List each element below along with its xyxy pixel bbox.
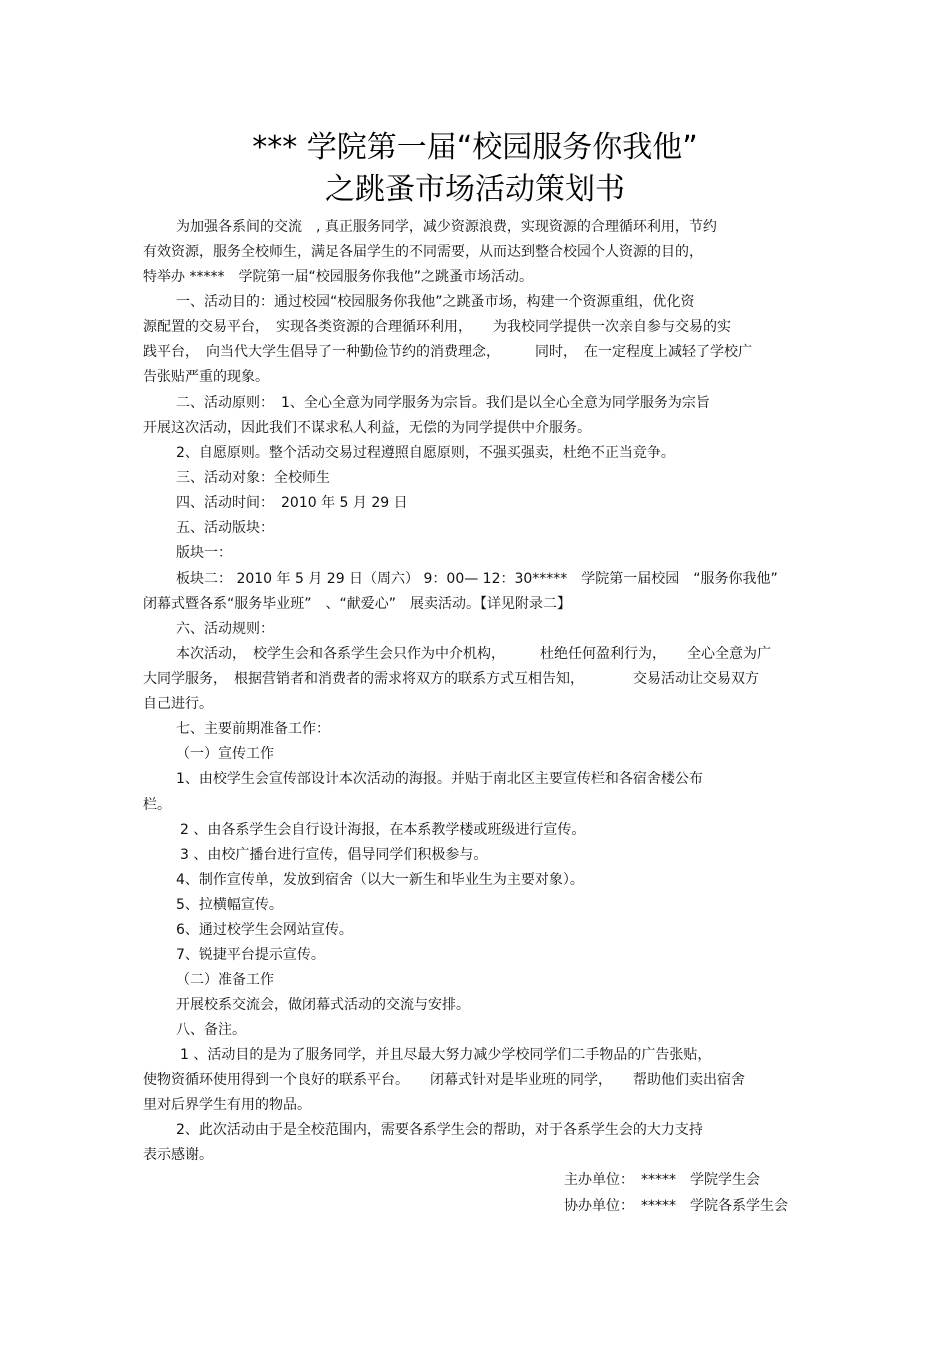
body-line: 里对后界学生有用的物品。	[143, 1097, 311, 1113]
body-line: 栏。	[143, 797, 171, 813]
body-line: 七、主要前期准备工作：	[176, 721, 330, 737]
body-line: 一、活动目的：通过校园“校园服务你我他”之跳蚤市场，构建一个资源重组，优化资	[176, 294, 695, 310]
body-line: 使物资循环使用得到一个良好的联系平台。 闭幕式针对是毕业班的同学， 帮助他们卖出宿舍	[143, 1072, 745, 1088]
body-line: 自己进行。	[143, 696, 213, 712]
body-line: 三、活动对象：全校师生	[176, 470, 330, 486]
body-line: 3 、由校广播台进行宣传，倡导同学们积极参与。	[180, 847, 488, 863]
body-line: 特举办 ***** 学院第一届“校园服务你我他”之跳蚤市场活动。	[143, 269, 533, 285]
body-line: 版块一：	[176, 545, 232, 561]
body-line: 1 、活动目的是为了服务同学，并且尽最大努力减少学校同学们二手物品的广告张贴，	[180, 1047, 712, 1063]
document-title-line-1: *** 学院第一届“校园服务你我他”	[252, 130, 698, 165]
body-line: 八、备注。	[176, 1022, 246, 1038]
body-line: 1、由校学生会宣传部设计本次活动的海报。并贴于南北区主要宣传栏和各宿舍楼公布	[176, 771, 703, 787]
body-line: 告张贴严重的现象。	[143, 369, 269, 385]
body-line: 为加强各系间的交流 , 真正服务同学，减少资源浪费，实现资源的合理循环利用，节约	[176, 219, 717, 235]
body-line: 二、活动原则： 1、全心全意为同学服务为宗旨。我们是以全心全意为同学服务为宗旨	[176, 395, 710, 411]
body-line: 有效资源，服务全校师生，满足各届学生的不同需要，从而达到整合校园个人资源的目的，	[143, 244, 703, 260]
body-line: 2、自愿原则。整个活动交易过程遵照自愿原则，不强买强卖，杜绝不正当竞争。	[176, 445, 675, 461]
body-line: （一）宣传工作	[176, 746, 274, 762]
body-line: 大同学服务， 根据营销者和消费者的需求将双方的联系方式互相告知， 交易活动让交易双方	[143, 671, 759, 687]
body-line: 2、此次活动由于是全校范围内，需要各系学生会的帮助，对于各系学生会的大力支持	[176, 1122, 703, 1138]
host-organization: 主办单位： ***** 学院学生会	[564, 1172, 760, 1188]
body-line: 践平台， 向当代大学生倡导了一种勤俭节约的消费理念， 同时， 在一定程度上减轻了学校广	[143, 344, 752, 360]
body-line: 7、锐捷平台提示宣传。	[176, 947, 325, 963]
body-line: 闭幕式暨各系“服务毕业班” 、“献爱心” 展卖活动。【详见附录二】	[143, 596, 572, 612]
body-line: 板块二： 2010 年 5 月 29 日（周六） 9：00— 12：30***** 学院第一届校园 “服务你我他”	[176, 571, 778, 587]
body-line: 源配置的交易平台， 实现各类资源的合理循环利用， 为我校同学提供一次亲自参与交易的实	[143, 319, 731, 335]
body-line: 2 、由各系学生会自行设计海报，在本系教学楼或班级进行宣传。	[180, 822, 586, 838]
body-line: 表示感谢。	[143, 1147, 213, 1163]
body-line: 开展这次活动，因此我们不谋求私人利益，无偿的为同学提供中介服务。	[143, 420, 591, 436]
body-line: 5、拉横幅宣传。	[176, 897, 283, 913]
body-line: 四、活动时间： 2010 年 5 月 29 日	[176, 495, 408, 511]
body-line: 6、通过校学生会网站宣传。	[176, 922, 353, 938]
body-line: 4、制作宣传单，发放到宿舍（以大一新生和毕业生为主要对象）。	[176, 872, 584, 888]
co-host-organization: 协办单位： ***** 学院各系学生会	[564, 1198, 788, 1214]
body-line: 五、活动版块：	[176, 520, 274, 536]
document-title-line-2: 之跳蚤市场活动策划书	[325, 172, 625, 207]
body-line: （二）准备工作	[176, 972, 274, 988]
body-line: 本次活动， 校学生会和各系学生会只作为中介机构， 杜绝任何盈利行为， 全心全意为广	[176, 646, 771, 662]
body-line: 开展校系交流会，做闭幕式活动的交流与安排。	[176, 997, 470, 1013]
body-line: 六、活动规则：	[176, 621, 274, 637]
